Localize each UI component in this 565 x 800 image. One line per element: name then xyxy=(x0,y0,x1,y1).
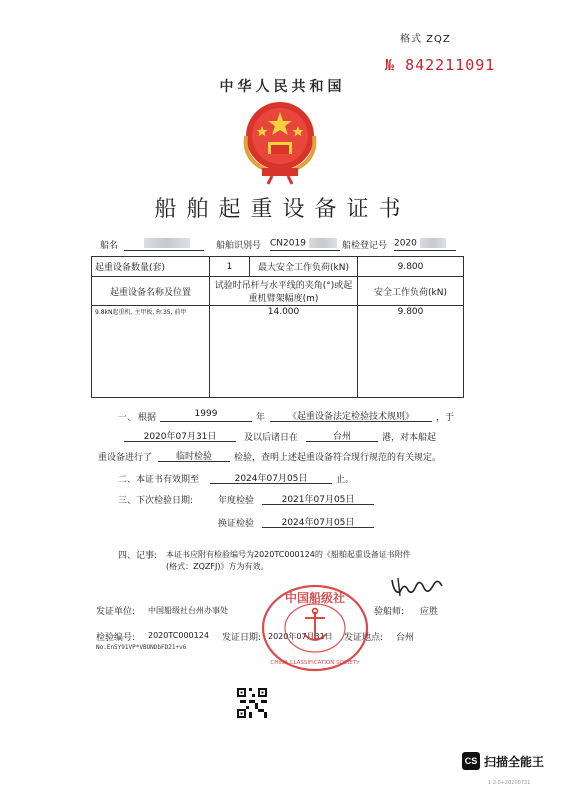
renewal-survey-date: 2024年07月05日 xyxy=(262,515,374,528)
survey-no-value: 2020TC000124 xyxy=(148,631,209,640)
table-cell: 9.800 xyxy=(358,306,464,398)
redacted-ship-name xyxy=(144,238,190,248)
table-cell: 9.8kN起重机, 主甲板, Fr.35, 前甲 xyxy=(92,306,210,398)
section-1-survey-type: 临时检验 xyxy=(158,449,230,462)
redacted-reg-no xyxy=(420,238,446,248)
section-1-rule: 《起重设备法定检验技术规则》 xyxy=(270,409,432,422)
country-name: 中华人民共和国 xyxy=(219,79,346,95)
camscanner-logo-icon: CS xyxy=(462,752,480,770)
app-name: 扫描全能王 xyxy=(484,754,545,769)
ship-id-label: 船舶识别号 xyxy=(216,241,262,251)
survey-no-label: 检验编号: xyxy=(96,633,136,643)
issuer-value: 中国船级社台州办事处 xyxy=(148,606,228,615)
table-cell: 安全工作负荷(kN) xyxy=(358,277,464,306)
qr-code-icon xyxy=(237,688,267,718)
app-note: 1.2.0+20200731 xyxy=(488,780,531,786)
ship-name-field xyxy=(124,238,204,251)
place-value: 台州 xyxy=(396,633,415,643)
section-1-line3-suffix: 检验，查明上述起重设备符合现行规范的有关规定。 xyxy=(234,453,442,463)
stamp-text-top: 中国船级社 xyxy=(284,591,346,605)
serial-prefix: № xyxy=(385,56,396,74)
redacted-ship-id xyxy=(309,238,337,248)
section-2-text: 本证书有效期至 xyxy=(136,475,200,485)
form-code: 格式 ZQZ xyxy=(400,34,451,45)
surveyor-label: 验船师: xyxy=(374,607,405,617)
table-cell: 1 xyxy=(210,257,250,277)
table-row xyxy=(92,277,464,306)
signature-text: Lu为2 xyxy=(388,596,397,600)
issue-date-value: 2020年07月31日 xyxy=(268,632,333,641)
section-1-number: 一、 xyxy=(118,413,137,423)
reg-no-value: 2020 xyxy=(394,238,417,249)
section-2-number: 二、 xyxy=(118,475,137,485)
reg-no-label: 船检登记号 xyxy=(342,241,388,251)
table-row xyxy=(92,257,464,277)
issuer-label: 发证单位: xyxy=(96,607,136,617)
section-1-line3-prefix: 重设备进行了 xyxy=(98,453,153,463)
document-title: 船舶起重设备证书 xyxy=(154,197,411,222)
section-4-text-line2: (格式：ZQZFJ)》方为有效。 xyxy=(166,562,269,571)
section-4-label: 记事: xyxy=(136,551,158,561)
national-emblem-icon xyxy=(232,96,328,186)
section-4-number: 四、 xyxy=(118,551,137,561)
ship-id-field xyxy=(270,238,340,251)
ccs-seal-stamp-icon xyxy=(260,582,370,674)
verification-code: No.EnSY91VP*VBUNDbFD21+v6 xyxy=(96,644,187,651)
table-cell: 最大安全工作负荷(kN) xyxy=(250,257,358,277)
section-1-port: 港，对本船起 xyxy=(382,433,437,443)
table-cell: 起重设备名称及位置 xyxy=(92,277,210,306)
ship-id-value: CN2019 xyxy=(270,238,306,249)
surveyor-value: 应胜 xyxy=(420,607,439,617)
section-1-year: 1999 xyxy=(160,409,252,422)
serial-value: 842211091 xyxy=(405,56,496,74)
table-cell: 试验时吊杆与水平线的夹角(°)或起重机臂架幅度(m) xyxy=(210,277,358,306)
table-row xyxy=(92,306,464,398)
ship-name-label: 船名 xyxy=(100,241,119,251)
issue-date-label: 发证日期: xyxy=(222,633,262,643)
section-1-between: 及以后诸日在 xyxy=(244,433,299,443)
annual-survey-date: 2021年07月05日 xyxy=(262,492,374,505)
equipment-table xyxy=(91,256,464,398)
section-1-date: 2020年07月31日 xyxy=(124,429,236,442)
place-label: 发证地点: xyxy=(344,633,384,643)
section-2-date: 2024年07月05日 xyxy=(210,471,332,484)
renewal-survey-label: 换证检验 xyxy=(218,519,255,529)
stamp-text-bottom: CHINA CLASSIFICATION SOCIETY xyxy=(270,660,360,666)
section-1-year-suffix: 年 xyxy=(256,413,266,423)
table-cell: 14.000 xyxy=(210,306,358,398)
section-4-text-line1: 本证书应附有检验编号为2020TC000124的《船舶起重设备证书附件 xyxy=(166,550,411,559)
annual-survey-label: 年度检验 xyxy=(218,496,255,506)
section-1-place: 台州 xyxy=(306,429,378,442)
app-badge xyxy=(462,752,544,770)
surveyor-signature-icon xyxy=(388,574,446,600)
section-3-text: 下次检验日期: xyxy=(136,496,194,506)
reg-no-field xyxy=(394,238,456,251)
section-1-comma: ，于 xyxy=(436,413,455,423)
table-cell: 起重设备数量(套) xyxy=(92,257,210,277)
table-cell: 9.800 xyxy=(358,257,464,277)
serial-number xyxy=(385,56,495,74)
section-2-end: 止。 xyxy=(336,475,355,485)
section-3-number: 三、 xyxy=(118,496,137,506)
section-1-basis: 根据 xyxy=(138,413,157,423)
